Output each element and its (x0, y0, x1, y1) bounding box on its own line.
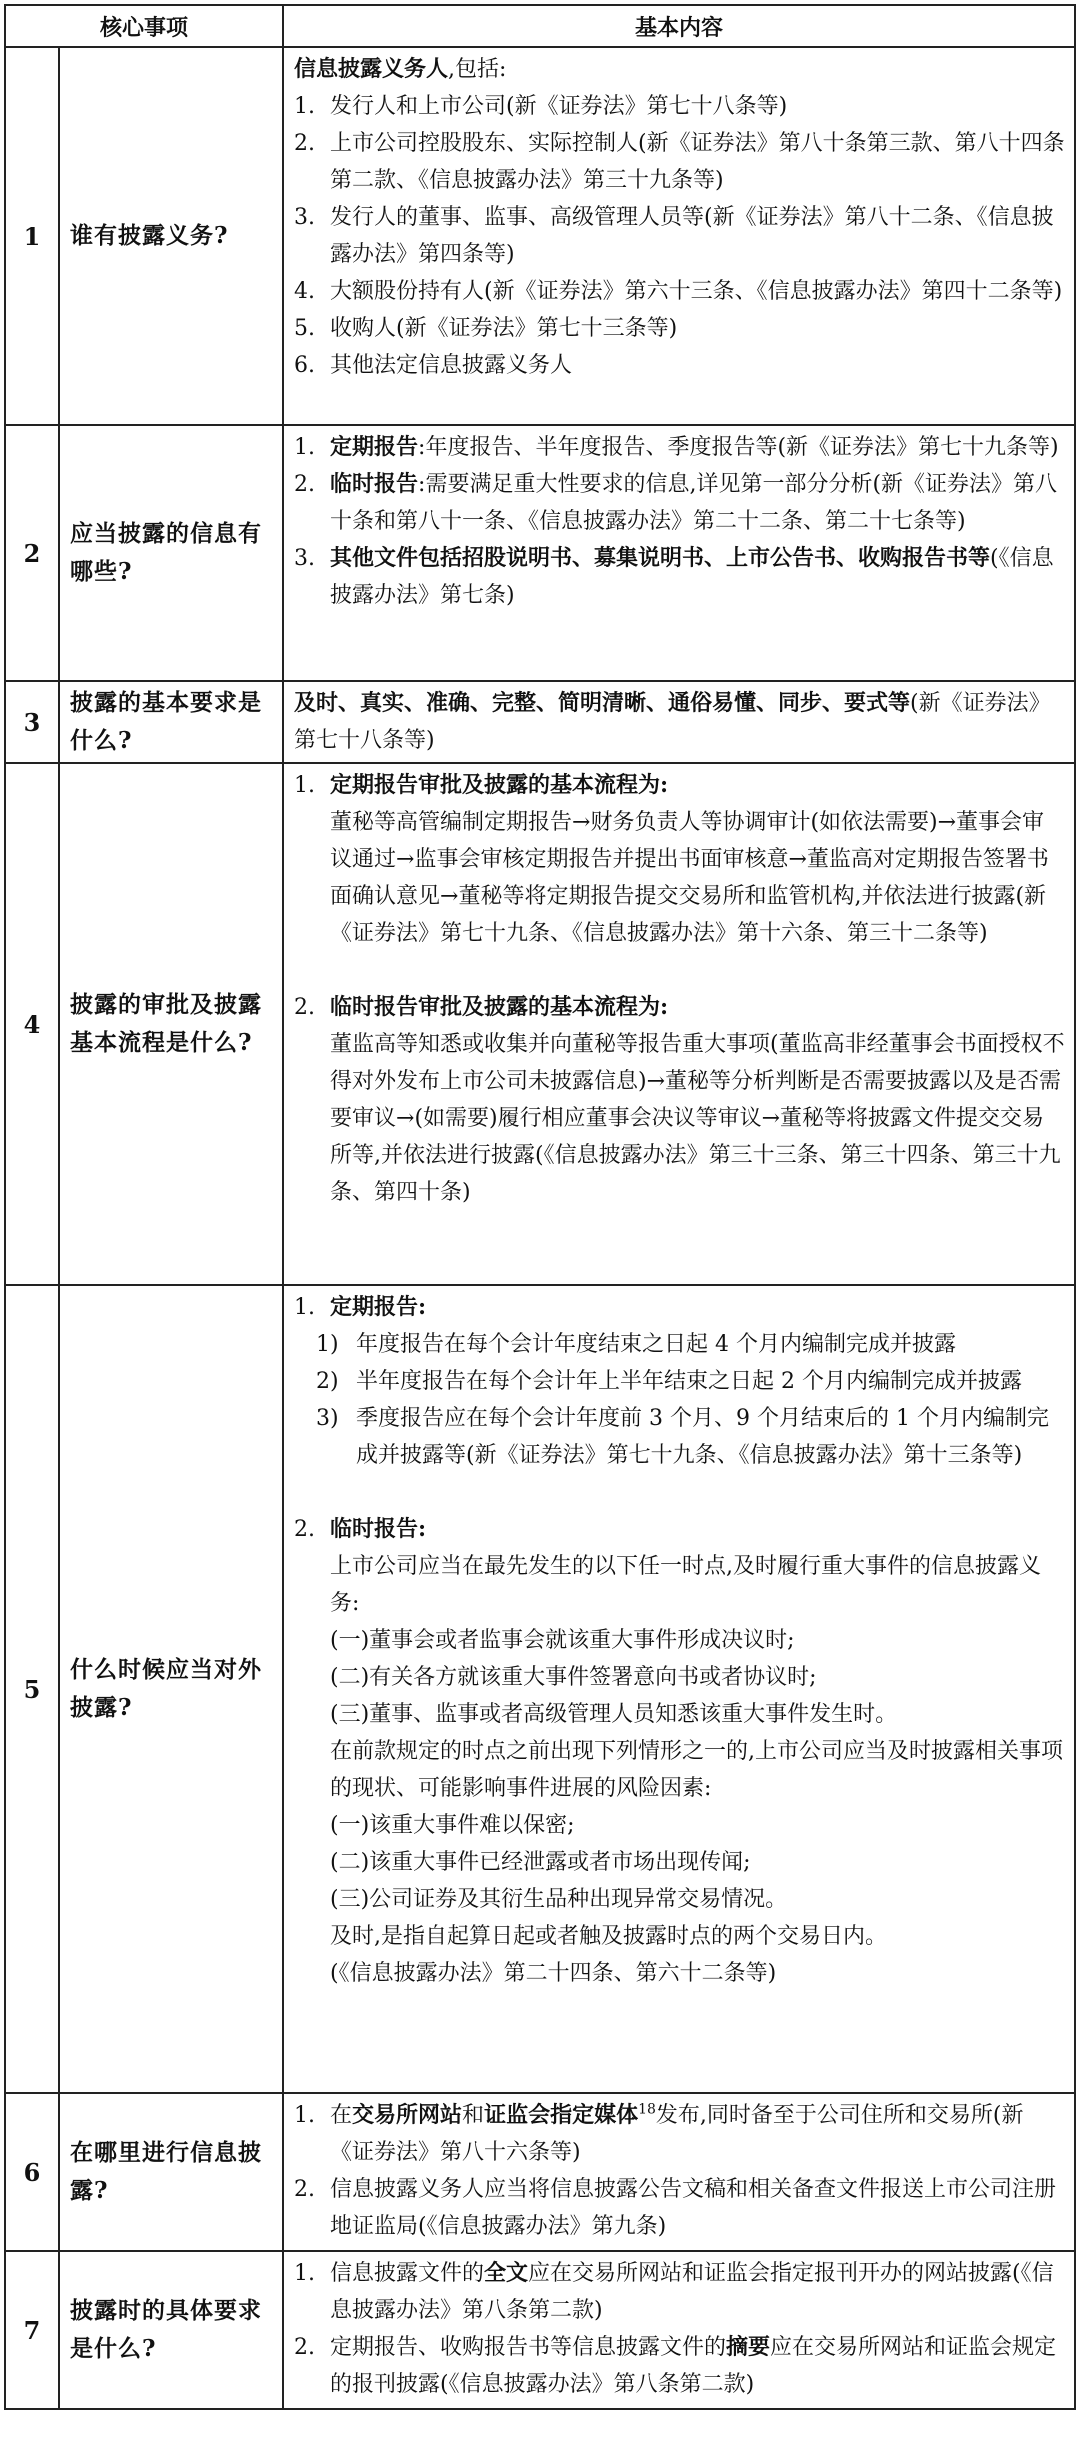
list-item: 2. 信息披露义务人应当将信息披露公告文稿和相关备查文件报送上市公司注册地证监局(《信息披露办法》第九条) (294, 2177, 1057, 2239)
row-question: 在哪里进行信息披露? (59, 2093, 283, 2251)
list-item: 1. 在交易所网站和证监会指定媒体$^{18}$发布,同时备至于公司住所和交易所(新《证券法》第八十六条等) (294, 2101, 1024, 2165)
row-content (283, 763, 1075, 1285)
list-item: 3. 其他文件包括招股说明书、募集说明书、上市公告书、收购报告书等(《信息披露办法》第七条) (294, 545, 1054, 608)
row-question: 披露的审批及披露基本流程是什么? (59, 763, 283, 1285)
row-number: 5 (5, 1285, 59, 2093)
paragraph: 上市公司应当在最先发生的以下任一时点,及时履行重大事件的信息披露义务: (330, 1554, 1042, 1616)
list-item: 4. 大额股份持有人(新《证券法》第六十三条、《信息披露办法》第四十二条等) (294, 279, 1063, 304)
header-content: 基本内容 (283, 5, 1075, 47)
row-question: 披露时的具体要求是什么? (59, 2251, 283, 2409)
row-number: 7 (5, 2251, 59, 2409)
row-number: 1 (5, 47, 59, 425)
paragraph: 及时,是指自起算日起或者触及披露时点的两个交易日内。 (330, 1924, 888, 1949)
list-item: 5. 收购人(新《证券法》第七十三条等) (294, 316, 678, 341)
row-content: 及时、真实、准确、完整、简明清晰、通俗易懂、同步、要式等(新《证券法》第七十八条等) (283, 681, 1075, 763)
row-content (283, 2093, 1075, 2251)
row-content (283, 47, 1075, 425)
content-intro: 信息披露义务人,包括: (294, 56, 507, 82)
list-item: 1. 定期报告: (294, 1294, 427, 1320)
row-content (283, 425, 1075, 681)
header-topic: 核心事项 (5, 5, 283, 47)
table-row-5 (5, 1285, 1075, 2093)
row-question: 什么时候应当对外披露? (59, 1285, 283, 2093)
list-item: 1. 定期报告:年度报告、半年度报告、季度报告等(新《证券法》第七十九条等) (294, 434, 1059, 460)
table-row-1 (5, 47, 1075, 425)
row-content (283, 1285, 1075, 2093)
flow-text: 董秘等高管编制定期报告→财务负责人等协调审计(如依法需要)→董事会审议通过→监事会审核定期报告并提出书面审核意→董监高对定期报告签署书面确认意见→董秘等将定期报告提交交易所和监管机构,并依法进行披露(新《证券法》第七十九条、《信息披露办法》第十六条、第三十二条等) (330, 810, 1049, 946)
clause: (一)董事会或者监事会就该重大事件形成决议时; (330, 1628, 795, 1653)
table-row-6 (5, 2093, 1075, 2251)
disclosure-table-container (4, 4, 1076, 2410)
disclosure-table (4, 4, 1076, 2410)
clause: (三)董事、监事或者高级管理人员知悉该重大事件发生时。 (330, 1702, 898, 1727)
footnote-marker: 18 (638, 2101, 656, 2118)
list-item: 1. 发行人和上市公司(新《证券法》第七十八条等) (294, 94, 788, 119)
list-item: 2. 临时报告: (294, 1516, 427, 1542)
table-row-4 (5, 763, 1075, 1285)
list-item: 2. 定期报告、收购报告书等信息披露文件的摘要应在交易所网站和证监会规定的报刊披露(《信息披露办法》第八条第二款) (294, 2334, 1057, 2397)
table-row-3 (5, 681, 1075, 763)
table-row-2 (5, 425, 1075, 681)
paragraph: 在前款规定的时点之前出现下列情形之一的,上市公司应当及时披露相关事项的现状、可能影响事件进展的风险因素: (330, 1739, 1064, 1801)
clause: (二)该重大事件已经泄露或者市场出现传闻; (330, 1850, 751, 1875)
list-item: 3. 发行人的董事、监事、高级管理人员等(新《证券法》第八十二条、《信息披露办法》第四条等) (294, 205, 1054, 267)
clause: (二)有关各方就该重大事件签署意向书或者协议时; (330, 1665, 817, 1690)
list-item: 2. 临时报告审批及披露的基本流程为: (294, 994, 669, 1020)
list-item: 6. 其他法定信息披露义务人 (294, 353, 573, 378)
row-question: 谁有披露义务? (59, 47, 283, 425)
sub-item: 3) 季度报告应在每个会计年度前 3 个月、9 个月结束后的 1 个月内编制完成并披露等(新《证券法》第七十九条、《信息披露办法》第十三条等) (316, 1406, 1049, 1468)
row-content (283, 2251, 1075, 2409)
list-item: 2. 上市公司控股股东、实际控制人(新《证券法》第八十条第三款、第八十四条第二款、《信息披露办法》第三十九条等) (294, 131, 1065, 193)
clause: (一)该重大事件难以保密; (330, 1813, 575, 1838)
row-number: 2 (5, 425, 59, 681)
citation: (《信息披露办法》第二十四条、第六十二条等) (330, 1961, 777, 1986)
row-question: 应当披露的信息有哪些? (59, 425, 283, 681)
list-item: 1. 信息披露文件的全文应在交易所网站和证监会指定报刊开办的网站披露(《信息披露办法》第八条第二款) (294, 2260, 1054, 2323)
row-number: 6 (5, 2093, 59, 2251)
list-item: 2. 临时报告:需要满足重大性要求的信息,详见第一部分分析(新《证券法》第八十条和第八十一条、《信息披露办法》第二十二条、第二十七条等) (294, 471, 1058, 534)
clause: (三)公司证券及其衍生品种出现异常交易情况。 (330, 1887, 788, 1912)
sub-item: 2) 半年度报告在每个会计年上半年结束之日起 2 个月内编制完成并披露 (316, 1369, 1023, 1394)
row-question: 披露的基本要求是什么? (59, 681, 283, 763)
flow-text: 董监高等知悉或收集并向董秘等报告重大事项(董监高非经董事会书面授权不得对外发布上市公司未披露信息)→董秘等分析判断是否需要披露以及是否需要审议→(如需要)履行相应董事会决议等审议→董秘等将披露文件提交交易所等,并依法进行披露(《信息披露办法》第三十三条、第三十四条、第三十九条、第四十条) (330, 1032, 1065, 1205)
table-header-row (5, 5, 1075, 47)
list-item: 1. 定期报告审批及披露的基本流程为: (294, 772, 669, 798)
row-number: 3 (5, 681, 59, 763)
sub-item: 1) 年度报告在每个会计年度结束之日起 4 个月内编制完成并披露 (316, 1332, 957, 1357)
row-number: 4 (5, 763, 59, 1285)
table-row-7 (5, 2251, 1075, 2409)
